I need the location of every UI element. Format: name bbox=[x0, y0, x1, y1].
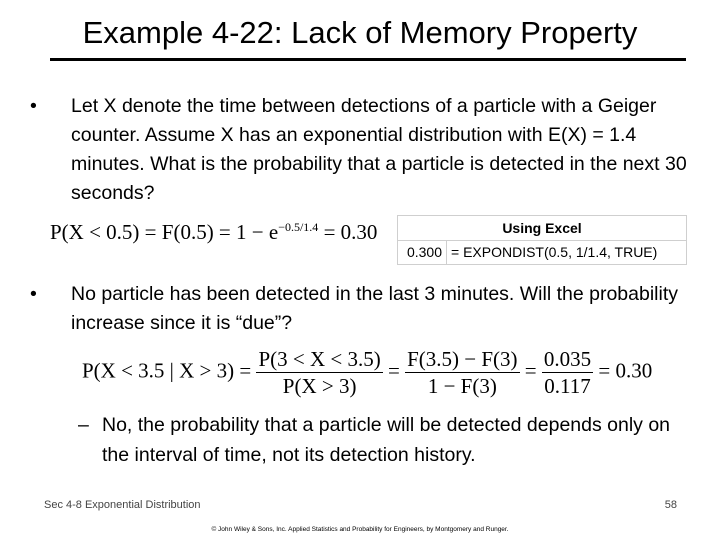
equation-lhs: P(X < 0.5) = F(0.5) = 1 − e bbox=[50, 220, 279, 244]
fraction-2 bbox=[405, 346, 519, 399]
fraction-3 bbox=[542, 346, 593, 399]
bullet-marker: • bbox=[30, 283, 37, 305]
fraction-1 bbox=[256, 346, 382, 399]
title-underline bbox=[50, 58, 686, 61]
slide-title: Example 4-22: Lack of Memory Property bbox=[82, 15, 638, 50]
equation-result: = 0.30 bbox=[598, 358, 653, 383]
fraction-numerator: 0.035 bbox=[543, 347, 592, 371]
bullet-2 bbox=[30, 280, 690, 338]
bullet-text: No particle has been detected in the last 3 minutes. Will the probability increase since it is “due”? bbox=[71, 283, 678, 334]
copyright-credit: © John Wiley & Sons, Inc. Applied Statistics and Probability for Engineers, by Montgomery and Runger. bbox=[211, 526, 509, 533]
sub-bullet-marker: – bbox=[78, 414, 89, 436]
fraction-denominator: 0.117 bbox=[544, 374, 591, 398]
footer-section-label: Sec 4-8 Exponential Distribution bbox=[44, 499, 201, 511]
sub-bullet bbox=[78, 410, 688, 470]
bullet-1 bbox=[30, 92, 690, 208]
fraction-denominator: P(X > 3) bbox=[282, 374, 357, 398]
bullet-marker: • bbox=[30, 95, 37, 117]
bullet-text: Let X denote the time between detections of a particle with a Geiger counter. Assume X has an exponential distribution with E(X) = 1.4 minutes. What is the probability that a particle is detected in the next 30 seconds? bbox=[71, 95, 687, 204]
equals-sign: = bbox=[524, 358, 537, 383]
excel-box bbox=[397, 215, 687, 265]
sub-bullet-text: No, the probability that a particle will be detected depends only on the interval of time, not its detection history. bbox=[102, 414, 671, 466]
equals-sign: = bbox=[388, 358, 400, 383]
fraction-numerator: F(3.5) − F(3) bbox=[407, 347, 518, 371]
equation-memoryless bbox=[82, 346, 652, 399]
fraction-numerator: P(3 < X < 3.5) bbox=[258, 347, 381, 371]
equation-lhs: P(X < 3.5 | X > 3) = bbox=[82, 358, 252, 383]
excel-formula: = EXPONDIST(0.5, 1/1.4, TRUE) bbox=[447, 240, 687, 265]
equation-exponential-cdf bbox=[50, 220, 377, 245]
fraction-denominator: 1 − F(3) bbox=[427, 374, 497, 398]
equation-result: = 0.30 bbox=[323, 220, 378, 244]
excel-value: 0.300 bbox=[398, 240, 447, 265]
page-number: 58 bbox=[664, 499, 677, 511]
excel-header: Using Excel bbox=[398, 216, 687, 241]
equation-exponent: −0.5/1.4 bbox=[278, 220, 319, 234]
